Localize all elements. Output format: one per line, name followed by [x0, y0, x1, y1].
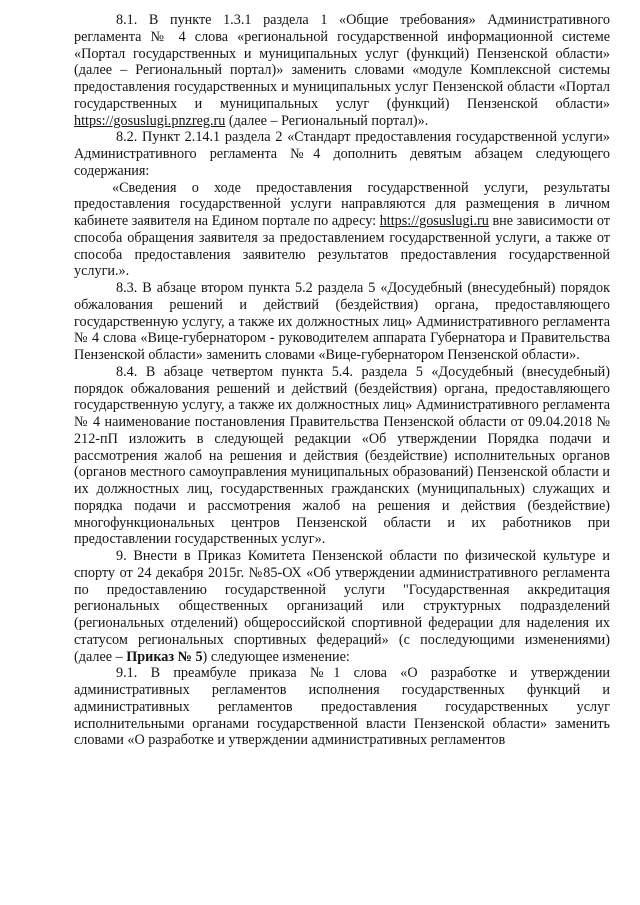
paragraph-text: 8.1. В пункте 1.3.1 раздела 1 «Общие требования» Административного регламента № 4 слова «региональной государственной информационной системе «Портал государственных и муниципальных услуг (функций) Пензенской области» (далее – Региональный портал)» заменить словами «модуле Комплексной системы предоставления государственных и муниципальных услуг Пензенской области «Портал государственных и муниципальных услуг (функций) Пензенской области»: [74, 12, 610, 112]
paragraph-text: (далее – Региональный портал)».: [225, 112, 429, 129]
document-paragraph: [74, 129, 610, 179]
bold-text: Приказ № 5: [126, 648, 203, 665]
paragraph-text: вне зависимости от способа обращения заявителя за предоставлением государственной услуги, а также от способа предоставления заявителю результатов предоставления государственной услуги.».: [74, 213, 610, 280]
url-link[interactable]: https://gosuslugi.pnzreg.ru: [74, 112, 226, 129]
document-paragraph: [74, 548, 610, 665]
paragraph-text: 8.4. В абзаце четвертом пункта 5.4. раздела 5 «Досудебный (внесудебный) порядок обжалования решений и действий (бездействия) органа, предоставляющего государственную услугу, а также их должностных лиц» Административного регламента № 4 наименование постановления Правительства Пензенской области от 09.04.2018 № 212-пП изложить в следующей редакции «Об утверждении Порядка подачи и рассмотрения жалоб на решения и действия (бездействие) исполнительных органов (органов местного самоуправления муниципальных образований) Пензенской области и их должностных лиц, государственных гражданских (муниципальных) служащих и порядка подачи и рассмотрения жалоб на решения и действия (бездействие) многофункциональных центров Пензенской области и их работников при предоставлении государственных услуг».: [74, 363, 610, 548]
paragraph-text: 8.2. Пункт 2.14.1 раздела 2 «Стандарт предоставления государственной услуги» Административного регламента №4 дополнить девятым абзацем следующего содержания:: [74, 129, 610, 179]
paragraph-text: ) следующее изменение:: [202, 648, 350, 665]
paragraph-text: 8.3. В абзаце втором пункта 5.2 раздела 5 «Досудебный (внесудебный) порядок обжалования решений и действий (бездействия) органа, предоставляющего государственную услугу, а также их должностных лиц» Административного регламента № 4 слова «Вице-губернатором - руководителем аппарата Губернатора и Правительства Пензенской области» заменить словами «Вице-губернатором Пензенской области».: [74, 280, 610, 363]
document-paragraph: [74, 280, 610, 364]
document-paragraph: [74, 364, 610, 548]
document-paragraph: [74, 665, 610, 749]
paragraph-text: 9. Внести в Приказ Комитета Пензенской области по физической культуре и спорту от 24 декабря 2015г. №85-ОХ «Об утверждении административного регламента по предоставлению государственной услуги "Государственная аккредитация региональных общественных организаций или структурных подразделений (региональных отделений) общероссийской спортивной федерации для наделения их статусом региональных спортивных федераций» (с последующими изменениями) (далее –: [74, 548, 610, 665]
document-paragraph: [74, 12, 610, 129]
url-link[interactable]: https://gosuslugi.ru: [379, 213, 489, 229]
quoted-paragraph: [74, 180, 610, 281]
paragraph-text: «Сведения о ходе предоставления государственной услуги, результаты предоставления государственной услуги направляются для размещения в личном кабинете заявителя на Едином портале по адресу:: [74, 179, 610, 229]
document-body: [74, 12, 610, 749]
paragraph-text: 9.1. В преамбуле приказа №1 слова «О разработке и утверждении административных регламентов исполнения государственных функций и административных регламентов предоставления государственных услуг исполнительными органами государственной власти Пензенской области» заменить словами «О разработке и утверждении административных регламентов: [74, 665, 610, 749]
